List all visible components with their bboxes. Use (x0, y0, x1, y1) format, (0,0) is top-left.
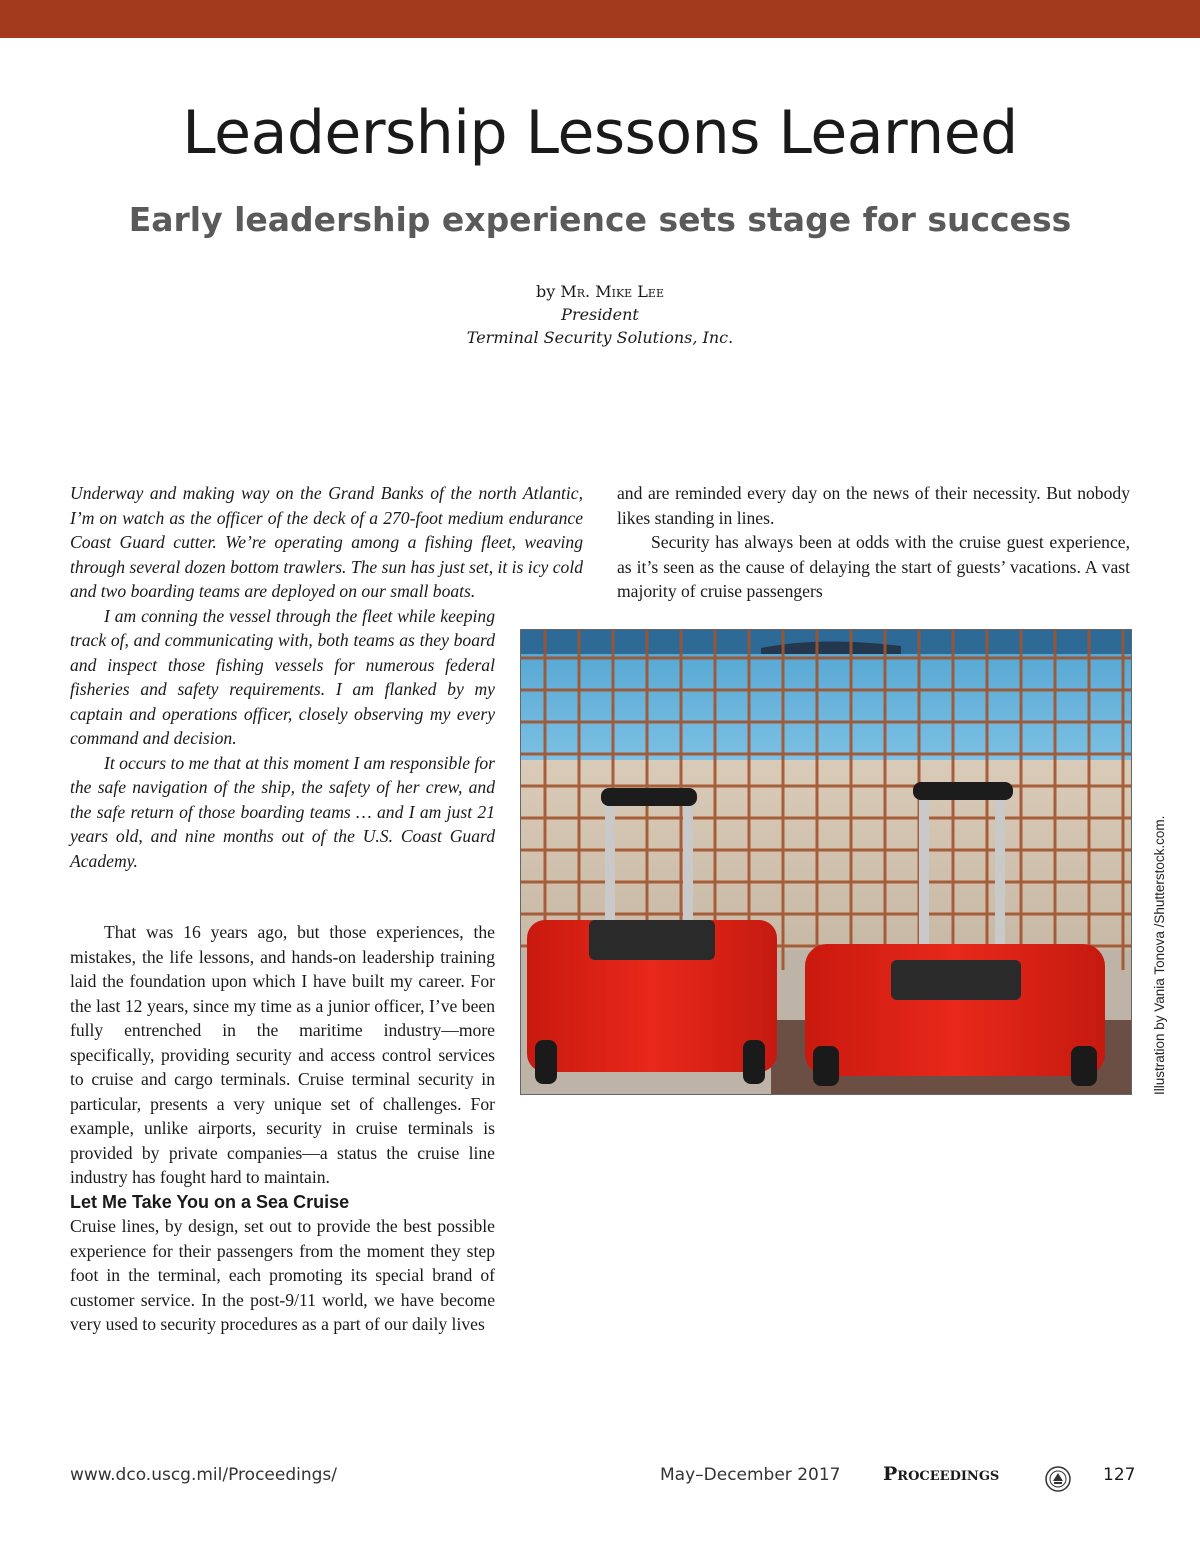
body-column-right (617, 481, 1130, 604)
byline (0, 280, 1200, 349)
page-number: 127 (1103, 1465, 1136, 1485)
intro-paragraph: Underway and making way on the Grand Banks of the north Atlantic, I’m on watch as the officer of the deck of a 270-foot medium endurance Coast Guard cutter. We’re operating among a fishing fleet, weaving through several dozen bottom trawlers. The sun has just set, it is icy cold and two boarding teams are deployed on our small boats. (70, 483, 583, 601)
body-column-left (70, 920, 495, 1337)
top-color-bar (0, 0, 1200, 38)
author-role: President (561, 305, 639, 324)
body-paragraph: That was 16 years ago, but those experiences, the mistakes, the life lessons, and hands-on leadership training laid the foundation upon which I have built my career. For the last 12 years, since my time as a junior officer, I’ve been fully entrenched in the maritime industry—more specifically, providing security and access control services to cruise and cargo terminals. Cruise terminal security in particular, presents a very unique set of challenges. For example, unlike airports, security in cruise terminals is provided by private companies—a status the cruise line industry has fought hard to maintain. (70, 922, 495, 1187)
footer-publication: Proceedings (883, 1463, 1000, 1485)
suitcases-photo (520, 629, 1132, 1095)
section-heading: Let Me Take You on a Sea Cruise (70, 1191, 350, 1212)
byline-prefix: by (536, 282, 556, 301)
article-title: Leadership Lessons Learned (182, 98, 1018, 168)
intro-paragraph: It occurs to me that at this moment I am responsible for the safe navigation of the ship, the safety of her crew, and the safe return of those boarding teams … and I am just 21 years old, and nine months out of the U.S. Coast Guard Academy. (70, 752, 495, 871)
author-name: Mr. Mike Lee (560, 282, 664, 301)
footer-url: www.dco.uscg.mil/Proceedings/ (70, 1465, 338, 1485)
section-paragraph: Cruise lines, by design, set out to provide the best possible experience for their passengers from the moment they step foot in the terminal, each promoting its special brand of customer service. In the post-9/11 world, we have become very used to security procedures as a part of our daily lives (70, 1216, 495, 1334)
intro-paragraph: I am conning the vessel through the fleet while keeping track of, and communicating with, both teams as they board and inspect those fishing vessels for numerous federal fisheries and safety requirements. I am flanked by my captain and operations officer, closely observing my every command and decision. (70, 605, 495, 748)
author-company: Terminal Security Solutions, Inc. (466, 328, 734, 347)
intro-column (70, 481, 583, 873)
continued-paragraph: and are reminded every day on the news of their necessity. But nobody likes standing in lines. (617, 483, 1130, 528)
coast-guard-seal-icon (1045, 1466, 1071, 1497)
image-credit: Illustration by Vania Tonova /Shutterstock.com. (1152, 815, 1167, 1095)
footer-date: May–December 2017 (660, 1465, 841, 1485)
article-subtitle: Early leadership experience sets stage for success (128, 200, 1072, 239)
body-paragraph: Security has always been at odds with the cruise guest experience, as it’s seen as the cause of delaying the start of guests’ vacations. A vast majority of cruise passengers (617, 532, 1130, 601)
